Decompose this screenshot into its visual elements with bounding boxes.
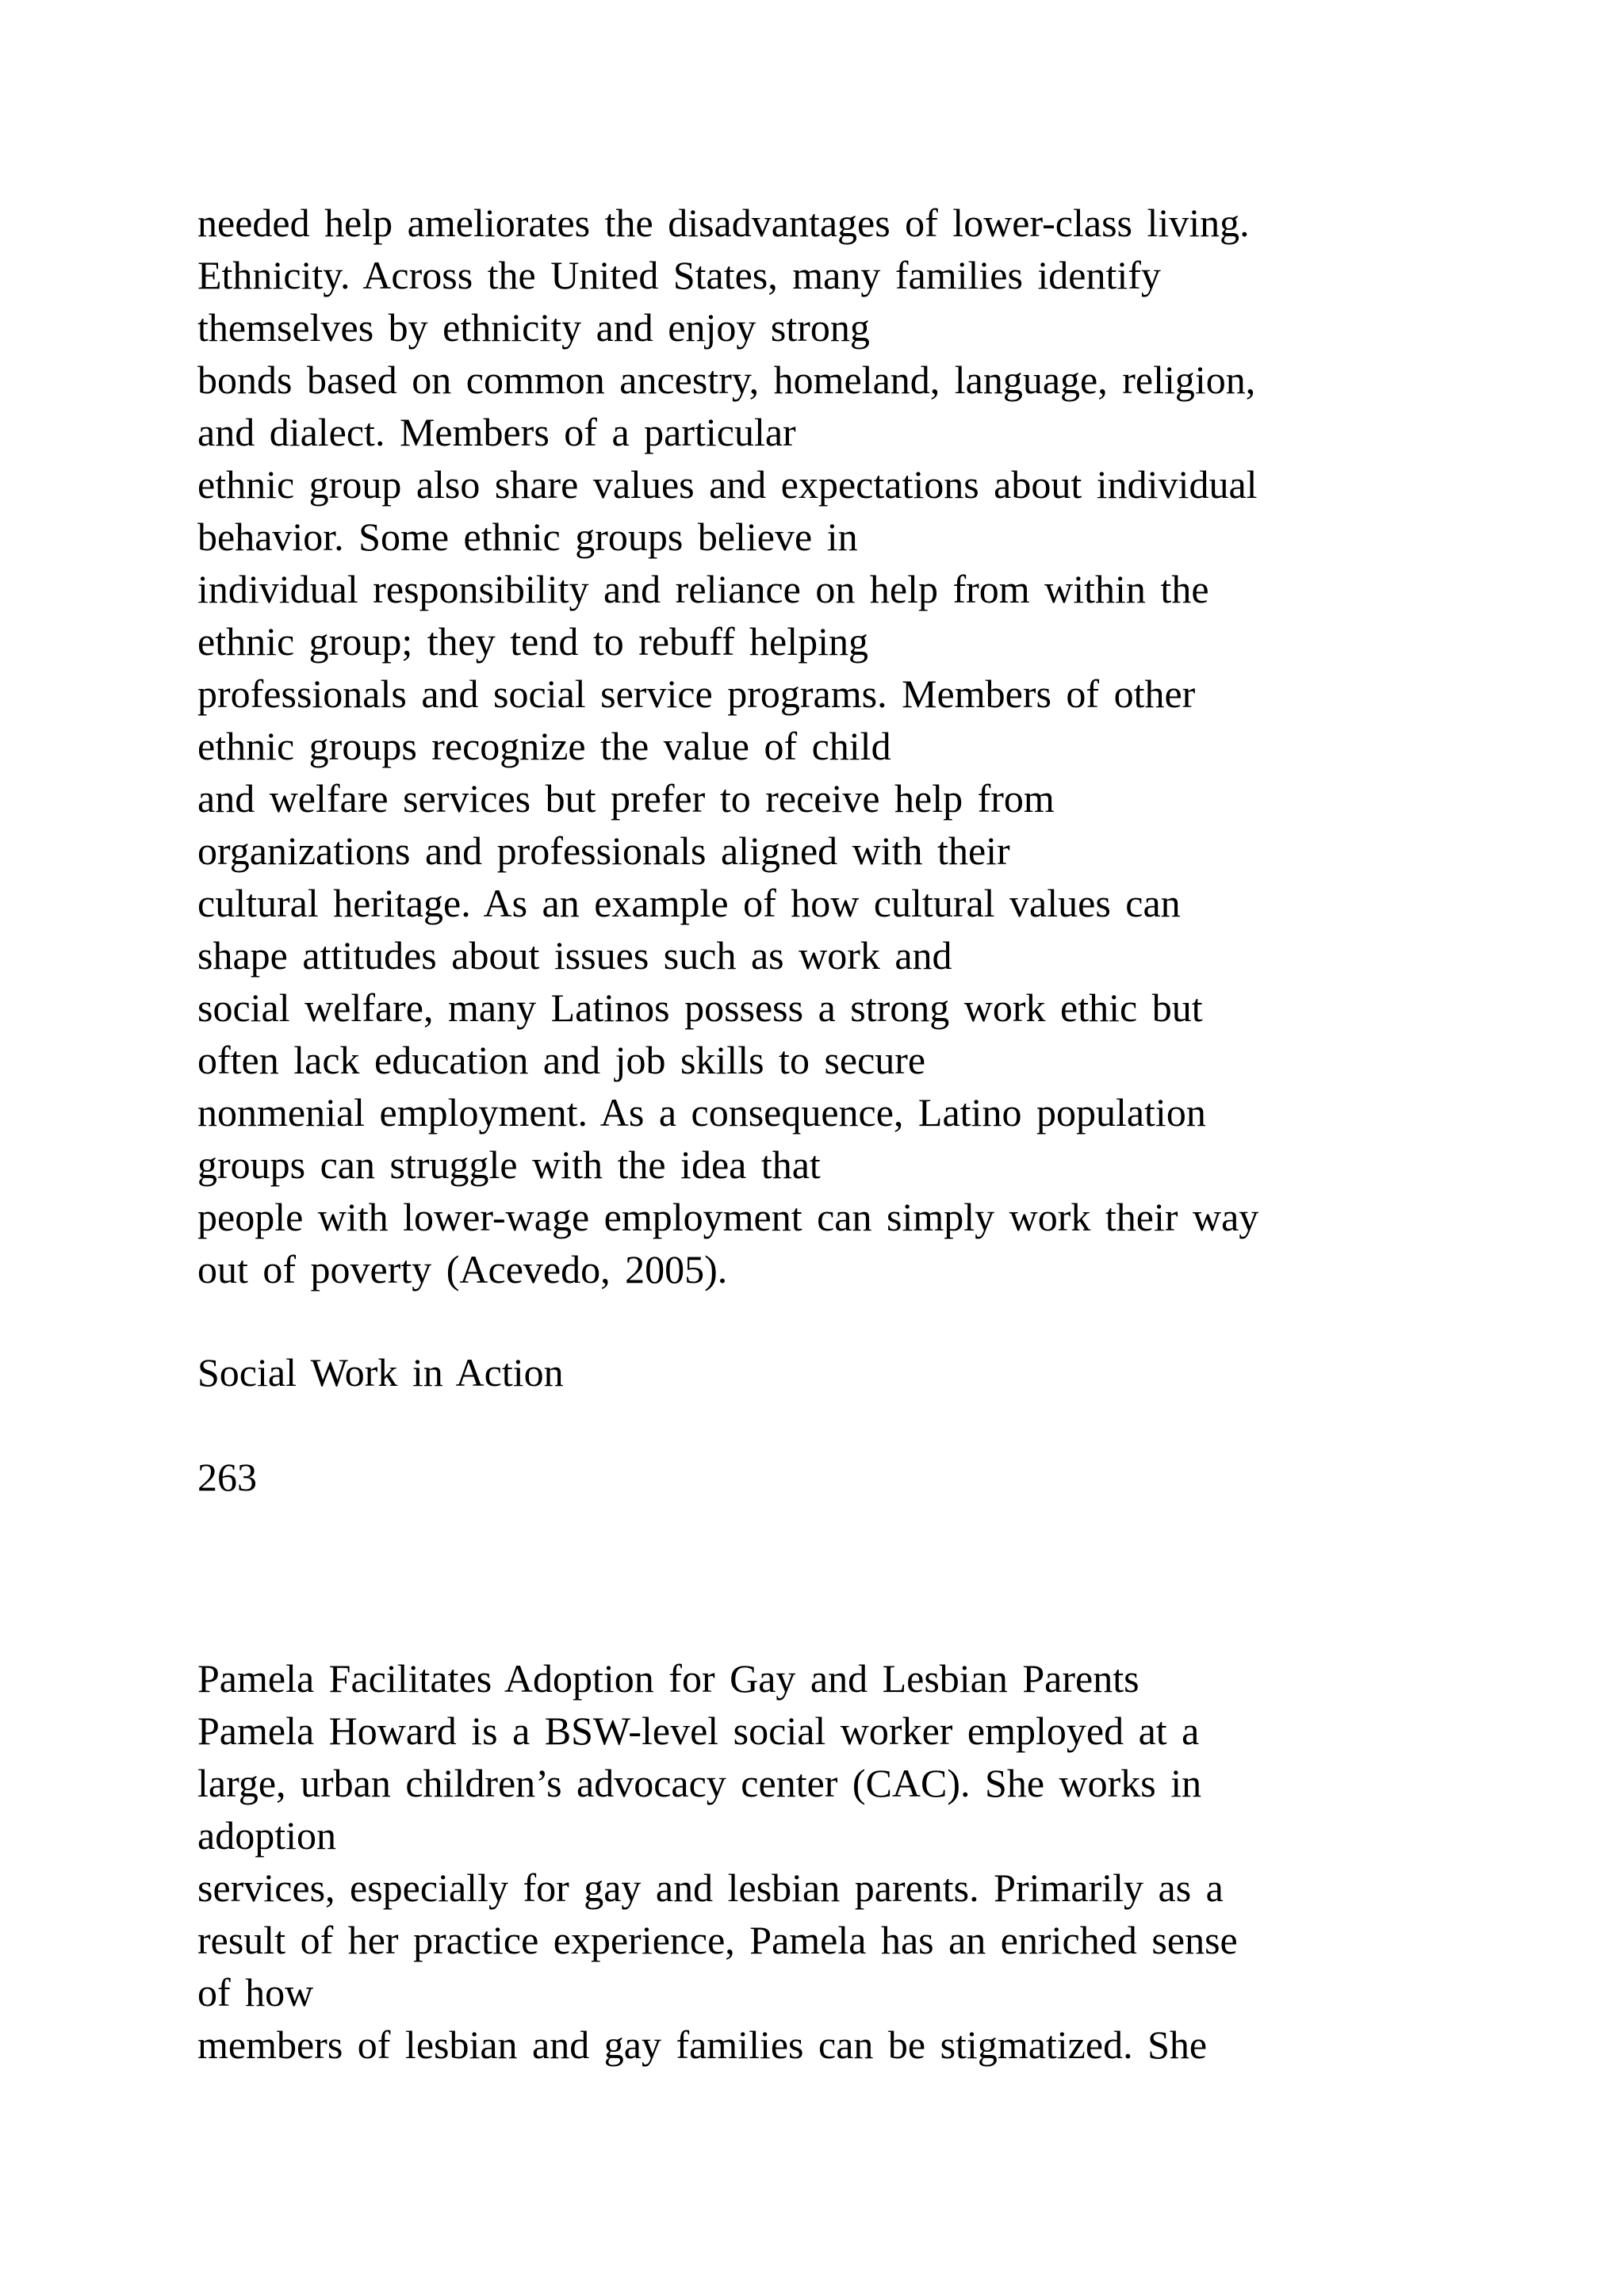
text-line: Pamela Howard is a BSW-level social worker employed at a: [197, 1709, 1200, 1753]
text-line: large, urban children’s advocacy center (CAC). She works in: [197, 1761, 1202, 1805]
text-line: social welfare, many Latinos possess a strong work ethic but: [197, 985, 1203, 1030]
text-line: organizations and professionals aligned with their: [197, 828, 1010, 873]
running-header: Social Work in Action: [197, 1350, 564, 1395]
text-line: ethnic group also share values and expectations about individual: [197, 462, 1258, 507]
text-line: and dialect. Members of a particular: [197, 410, 796, 454]
text-line: adoption: [197, 1813, 336, 1858]
text-line: nonmenial employment. As a consequence, Latino population: [197, 1090, 1206, 1135]
text-line: shape attitudes about issues such as work and: [197, 933, 952, 978]
page-number: 263: [197, 1455, 257, 1499]
text-line: professionals and social service programs. Members of other: [197, 672, 1196, 716]
text-line: services, especially for gay and lesbian parents. Primarily as a: [197, 1866, 1224, 1910]
text-line: ethnic groups recognize the value of child: [197, 724, 891, 768]
text-line: cultural heritage. As an example of how cultural values can: [197, 881, 1181, 925]
text-line: groups can struggle with the idea that: [197, 1142, 821, 1187]
text-line: Ethnicity. Across the United States, many families identify: [197, 253, 1161, 297]
text-line: needed help ameliorates the disadvantages of lower-class living.: [197, 201, 1250, 245]
text-line: bonds based on common ancestry, homeland, language, religion,: [197, 358, 1256, 402]
text-line: people with lower-wage employment can simply work their way: [197, 1195, 1259, 1239]
text-line: Pamela Facilitates Adoption for Gay and Lesbian Parents: [197, 1656, 1139, 1701]
text-line: and welfare services but prefer to receive help from: [197, 776, 1055, 821]
text-line: of how: [197, 1970, 314, 2015]
text-line: often lack education and job skills to secure: [197, 1038, 926, 1082]
text-line: result of her practice experience, Pamela has an enriched sense: [197, 1918, 1238, 1962]
text-line: ethnic group; they tend to rebuff helping: [197, 619, 868, 664]
text-line: members of lesbian and gay families can be stigmatized. She: [197, 2022, 1208, 2067]
text-line: individual responsibility and reliance on help from within the: [197, 567, 1209, 611]
text-line: out of poverty (Acevedo, 2005).: [197, 1247, 728, 1292]
text-line: themselves by ethnicity and enjoy strong: [197, 305, 870, 350]
text-line: behavior. Some ethnic groups believe in: [197, 515, 858, 559]
